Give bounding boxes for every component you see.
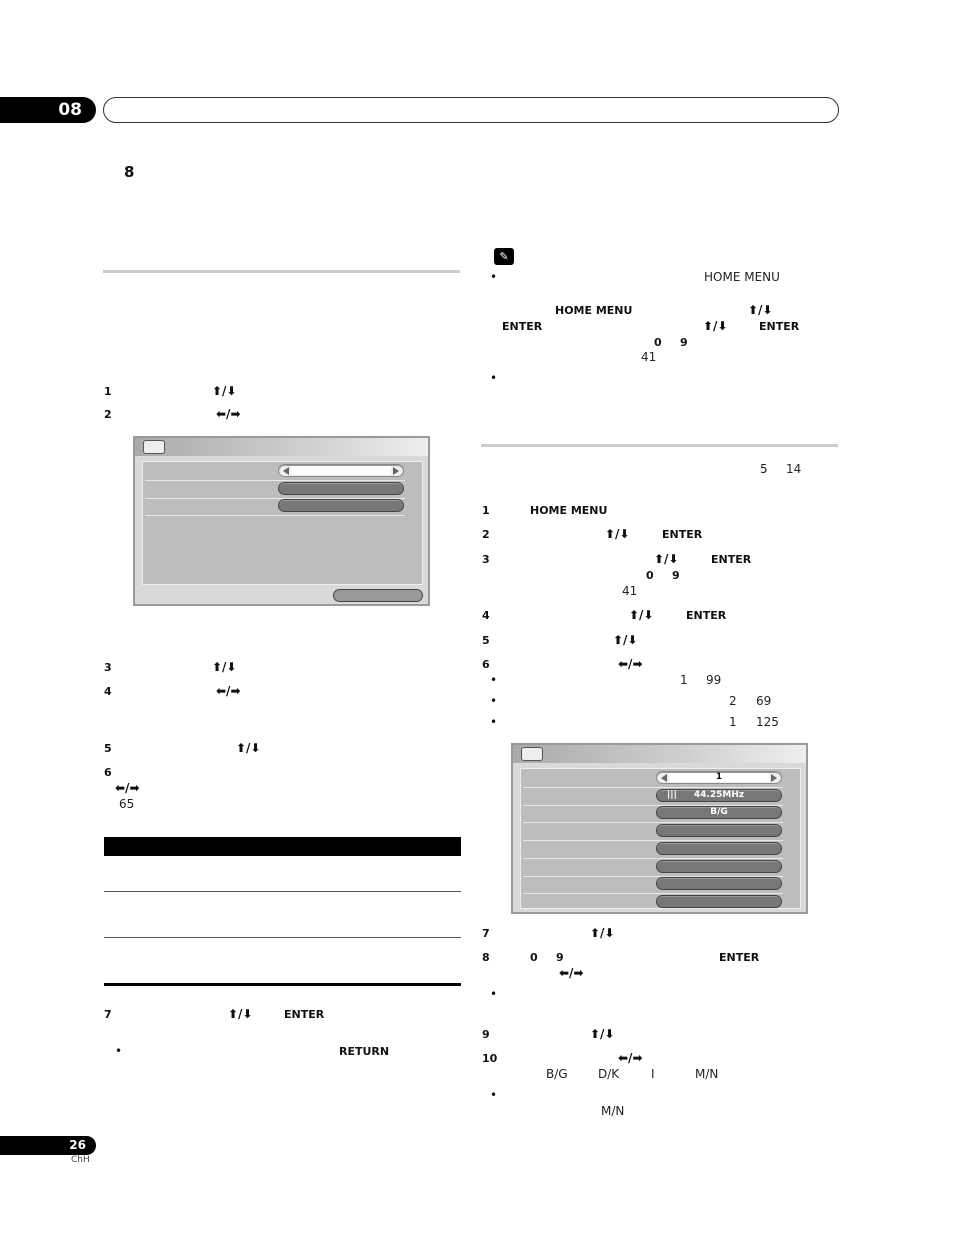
step-number: 7 — [482, 927, 490, 940]
bullet: • — [490, 694, 498, 708]
page-ref: 41 — [622, 584, 638, 598]
step-number: 2 — [482, 528, 490, 541]
tv-setup-icon — [521, 747, 543, 761]
osd-option[interactable] — [278, 482, 404, 495]
digit-key-9: 9 — [556, 951, 564, 964]
section-rule — [103, 270, 460, 273]
chapter-tab: 08 — [0, 97, 96, 123]
range-to: 69 — [756, 694, 772, 708]
frequency-value: 44.25MHz — [693, 790, 745, 800]
enter-key-label: ENTER — [662, 528, 703, 541]
osd-title-bar — [135, 438, 428, 456]
tv-setup-icon — [143, 440, 165, 454]
table-divider — [104, 891, 461, 892]
bullet: • — [490, 371, 498, 385]
step-number: 4 — [104, 685, 112, 698]
step-number: 1 — [482, 504, 490, 517]
frequency-field[interactable] — [656, 789, 782, 802]
page-number: 26 — [0, 1136, 96, 1155]
range-from: 1 — [729, 715, 737, 729]
channel-selector[interactable] — [656, 771, 782, 784]
range-from: 1 — [680, 673, 688, 687]
digit-key-9: 9 — [680, 336, 688, 349]
step-number: 8 — [482, 951, 490, 964]
digit-key-0: 0 — [654, 336, 662, 349]
updown-arrow-icon: ⬆/⬇ — [748, 303, 773, 317]
channel-value: 1 — [669, 773, 769, 782]
system-value: B/G — [710, 807, 728, 817]
bullet: • — [490, 1088, 498, 1102]
updown-arrow-icon: ⬆/⬇ — [654, 552, 679, 566]
step-number: 6 — [482, 658, 490, 671]
osd-bottom-button[interactable] — [333, 589, 423, 602]
osd-screen-manual-tuning — [511, 743, 808, 914]
enter-key-label: ENTER — [502, 320, 543, 333]
home-menu-text: HOME MENU — [704, 270, 780, 284]
return-key-label: RETURN — [339, 1045, 390, 1058]
osd-panel — [520, 768, 801, 909]
table-header — [104, 837, 461, 856]
updown-arrow-icon: ⬆/⬇ — [212, 660, 237, 674]
updown-arrow-icon: ⬆/⬇ — [613, 633, 638, 647]
step-number: 4 — [482, 609, 490, 622]
updown-arrow-icon: ⬆/⬇ — [605, 527, 630, 541]
triangle-right-icon — [771, 774, 777, 782]
updown-arrow-icon: ⬆/⬇ — [590, 926, 615, 940]
step-number: 7 — [104, 1008, 112, 1021]
osd-option[interactable] — [656, 842, 782, 855]
step-number: 3 — [482, 553, 490, 566]
enter-key-label: ENTER — [284, 1008, 325, 1021]
leftright-arrow-icon: ⬅/➡ — [216, 407, 241, 421]
bullet: • — [490, 270, 498, 284]
step-number: 10 — [482, 1052, 498, 1065]
step-number: 5 — [482, 634, 490, 647]
triangle-right-icon — [393, 467, 399, 475]
digit-key-0: 0 — [530, 951, 538, 964]
signal-bars-icon: ||| — [667, 790, 677, 800]
updown-arrow-icon: ⬆/⬇ — [228, 1007, 253, 1021]
section-heading-number: 8 — [124, 163, 135, 181]
updown-arrow-icon: ⬆/⬇ — [590, 1027, 615, 1041]
triangle-left-icon — [283, 467, 289, 475]
enter-key-label: ENTER — [711, 553, 752, 566]
digit-key-0: 0 — [646, 569, 654, 582]
osd-option[interactable] — [656, 860, 782, 873]
leftright-arrow-icon: ⬅/➡ — [559, 966, 584, 980]
system-option: M/N — [601, 1104, 625, 1118]
bullet: • — [490, 987, 498, 1001]
osd-option[interactable] — [656, 877, 782, 890]
system-option: D/K — [598, 1067, 620, 1081]
osd-selector[interactable] — [278, 464, 404, 477]
leftright-arrow-icon: ⬅/➡ — [115, 781, 140, 795]
table-divider — [104, 937, 461, 938]
pencil-note-icon: ✎ — [494, 248, 514, 265]
osd-title-bar — [513, 745, 806, 763]
step-number: 1 — [104, 385, 112, 398]
page-ref: 5 — [760, 462, 768, 476]
bullet: • — [115, 1044, 123, 1058]
updown-arrow-icon: ⬆/⬇ — [212, 384, 237, 398]
chapter-title-bar — [103, 97, 839, 123]
osd-option[interactable] — [278, 499, 404, 512]
osd-screen-setup — [133, 436, 430, 606]
page-ref: 41 — [641, 350, 657, 364]
home-menu-key-label: HOME MENU — [555, 304, 633, 317]
range-to: 125 — [756, 715, 779, 729]
page-ref: 65 — [119, 797, 135, 811]
updown-arrow-icon: ⬆/⬇ — [629, 608, 654, 622]
system-option: M/N — [695, 1067, 719, 1081]
range-from: 2 — [729, 694, 737, 708]
enter-key-label: ENTER — [686, 609, 727, 622]
step-number: 3 — [104, 661, 112, 674]
osd-option[interactable] — [656, 824, 782, 837]
osd-option[interactable] — [656, 895, 782, 908]
table-bottom-rule — [104, 983, 461, 986]
home-menu-key-label: HOME MENU — [530, 504, 608, 517]
system-option: I — [651, 1067, 655, 1081]
leftright-arrow-icon: ⬅/➡ — [618, 657, 643, 671]
step-number: 6 — [104, 766, 112, 779]
page-ref: 14 — [786, 462, 802, 476]
digit-key-9: 9 — [672, 569, 680, 582]
system-option: B/G — [546, 1067, 568, 1081]
system-field[interactable] — [656, 806, 782, 819]
osd-panel — [142, 461, 423, 585]
step-number: 5 — [104, 742, 112, 755]
triangle-left-icon — [661, 774, 667, 782]
bullet: • — [490, 715, 498, 729]
updown-arrow-icon: ⬆/⬇ — [236, 741, 261, 755]
section-rule — [481, 444, 838, 447]
step-number: 2 — [104, 408, 112, 421]
leftright-arrow-icon: ⬅/➡ — [216, 684, 241, 698]
bullet: • — [490, 673, 498, 687]
enter-key-label: ENTER — [759, 320, 800, 333]
enter-key-label: ENTER — [719, 951, 760, 964]
range-to: 99 — [706, 673, 722, 687]
step-number: 9 — [482, 1028, 490, 1041]
leftright-arrow-icon: ⬅/➡ — [618, 1051, 643, 1065]
language-code: ChH — [71, 1155, 90, 1165]
updown-arrow-icon: ⬆/⬇ — [703, 319, 728, 333]
